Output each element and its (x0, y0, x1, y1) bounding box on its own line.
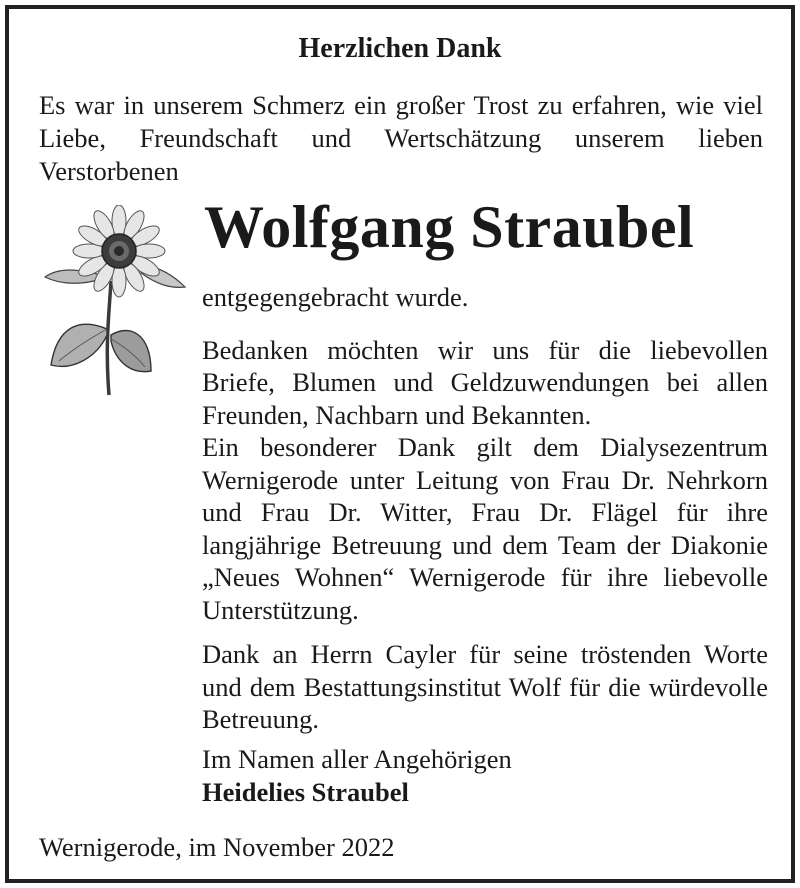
notice-body (202, 281, 768, 736)
signature-block (202, 743, 512, 809)
sunflower-icon (39, 205, 187, 401)
thanks-paragraph: Dank an Herrn Cayler für seine tröstenden Worte und dem Bestattungsinstitut Wolf für die würdevolle Betreuung. (202, 639, 768, 734)
thanks-paragraph: Ein besonderer Dank gilt dem Dialysezentrum Wernigerode unter Leitung von Frau Dr. Nehrkorn und Frau Dr. Witter, Frau Dr. Flägel für ihre langjährige Betreuung und dem Team der Diakonie „Neues Wohnen“ Wernigerode für ihre liebevolle Unterstützung. (202, 432, 768, 625)
intro-text: Es war in unserem Schmerz ein großer Trost zu erfahren, wie viel Liebe, Freundschaft und Wertschätzung unserem lieben Verstorbenen (39, 90, 763, 186)
signer-name: Heidelies Straubel (202, 777, 409, 807)
obituary-notice (5, 5, 795, 883)
after-name-text: entgegengebracht wurde. (202, 282, 469, 312)
notice-heading: Herzlichen Dank (298, 33, 502, 64)
on-behalf-text: Im Namen aller Angehörigen (202, 744, 512, 774)
place-date: Wernigerode, im November 2022 (39, 832, 395, 862)
thanks-paragraph: Bedanken möchten wir uns für die liebevollen Briefe, Blumen und Geldzuwendungen bei allen Freunden, Nachbarn und Bekannten. (202, 334, 768, 430)
deceased-name: Wolfgang Straubel (204, 194, 695, 260)
